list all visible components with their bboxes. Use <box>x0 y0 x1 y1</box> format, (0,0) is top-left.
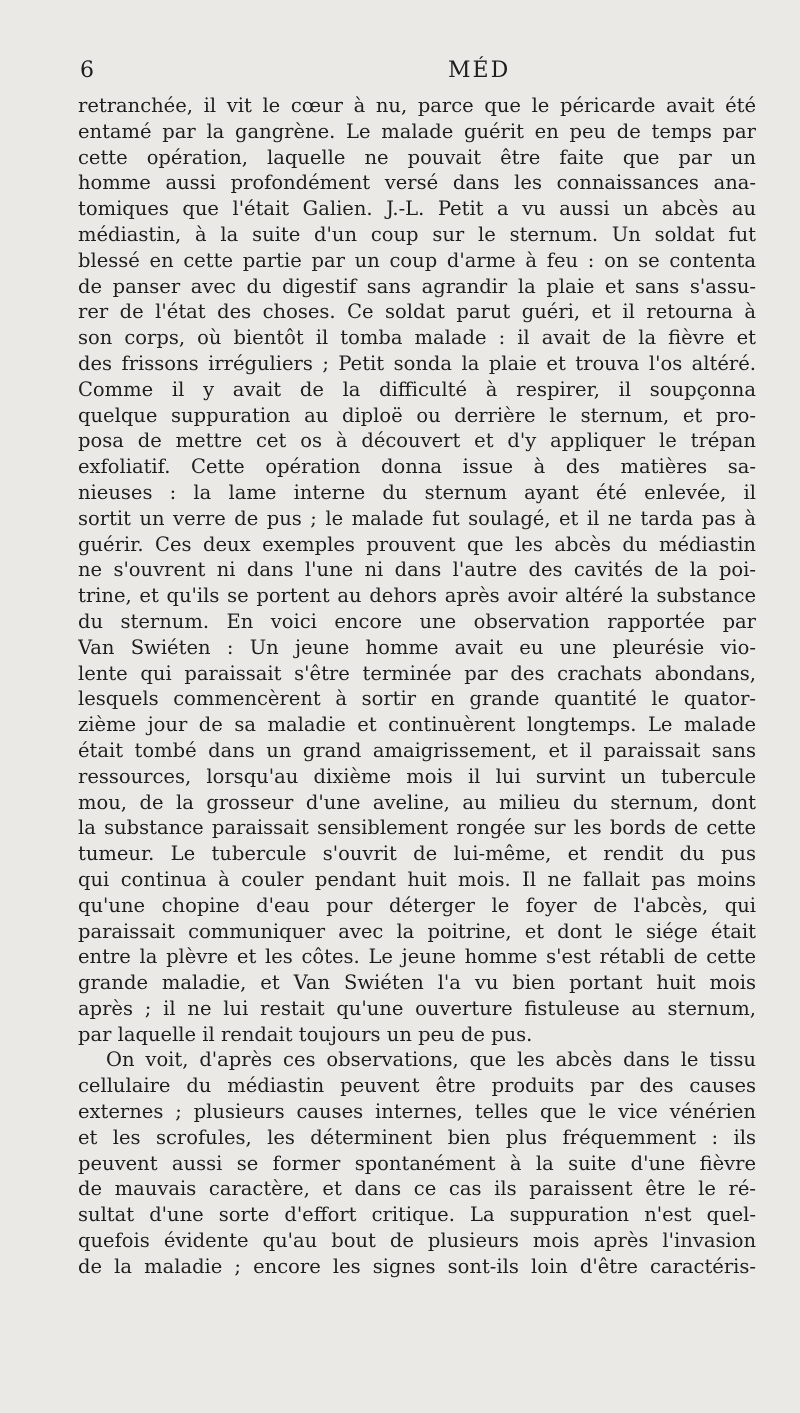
page-header <box>80 58 760 92</box>
text-line: et les scrofules, les déterminent bien plus fréquemment : ils <box>78 1125 756 1149</box>
text-line: retranchée, il vit le cœur à nu, parce que le péricarde avait été <box>78 94 756 117</box>
text-line: externes ; plusieurs causes internes, telles que le vice vénérien <box>78 1100 756 1124</box>
text-line: posa de mettre cet os à découvert et d'y appliquer le trépan <box>78 429 756 453</box>
text-line: son corps, où bientôt il tomba malade : il avait de la fièvre et <box>78 326 756 350</box>
text-line: trine, et qu'ils se portent au dehors après avoir altéré la substance <box>78 584 756 608</box>
running-head: MÉD <box>448 58 511 83</box>
text-line: homme aussi profondément versé dans les connaissances ana- <box>78 171 756 195</box>
text-line: qui continua à couler pendant huit mois. Il ne fallait pas moins <box>78 867 756 891</box>
text-line: la substance paraissait sensiblement rongée sur les bords de cette <box>78 816 756 840</box>
text-line: peuvent aussi se former spontanément à la suite d'une fièvre <box>78 1151 756 1175</box>
text-line: tumeur. Le tubercule s'ouvrit de lui-même, et rendit du pus <box>78 842 756 866</box>
text-line: sultat d'une sorte d'effort critique. La suppuration n'est quel- <box>78 1203 756 1227</box>
text-line: tomiques que l'était Galien. J.-L. Petit a vu aussi un abcès au <box>78 197 756 221</box>
text-line: Comme il y avait de la difficulté à respirer, il soupçonna <box>78 377 756 401</box>
text-line: exfoliatif. Cette opération donna issue à des matières sa- <box>78 455 756 479</box>
text-line: mou, de la grosseur d'une aveline, au milieu du sternum, dont <box>78 790 756 814</box>
text-line: On voit, d'après ces observations, que les abcès dans le tissu <box>106 1048 756 1072</box>
text-line: guérir. Ces deux exemples prouvent que les abcès du médiastin <box>78 532 756 556</box>
text-line: était tombé dans un grand amaigrissement, et il paraissait sans <box>78 738 756 762</box>
text-line: quefois évidente qu'au bout de plusieurs mois après l'invasion <box>78 1229 756 1253</box>
text-line: paraissait communiquer avec la poitrine, et dont le siége était <box>78 919 756 943</box>
text-line: cellulaire du médiastin peuvent être produits par des causes <box>78 1074 756 1098</box>
body-text <box>78 93 756 1280</box>
text-line: rer de l'état des choses. Ce soldat parut guéri, et il retourna à <box>78 300 756 324</box>
page-number: 6 <box>80 58 95 83</box>
text-line: de panser avec du digestif sans agrandir la plaie et sans s'assu- <box>78 274 756 298</box>
text-line: blessé en cette partie par un coup d'arme à feu : on se contenta <box>78 248 756 272</box>
text-line: sortit un verre de pus ; le malade fut soulagé, et il ne tarda pas à <box>78 506 756 530</box>
text-line: médiastin, à la suite d'un coup sur le sternum. Un soldat fut <box>78 222 756 246</box>
text-line: après ; il ne lui restait qu'une ouverture fistuleuse au sternum, <box>78 996 756 1020</box>
text-line: Van Swiéten : Un jeune homme avait eu une pleurésie vio- <box>78 635 756 659</box>
text-line: ressources, lorsqu'au dixième mois il lui survint un tubercule <box>78 764 756 788</box>
text-line: qu'une chopine d'eau pour déterger le foyer de l'abcès, qui <box>78 893 756 917</box>
text-line: zième jour de sa maladie et continuèrent longtemps. Le malade <box>78 713 756 737</box>
text-line: lente qui paraissait s'être terminée par des crachats abondans, <box>78 661 756 685</box>
text-line: du sternum. En voici encore une observation rapportée par <box>78 609 756 633</box>
text-line: nieuses : la lame interne du sternum ayant été enlevée, il <box>78 480 756 504</box>
text-line: grande maladie, et Van Swiéten l'a vu bien portant huit mois <box>78 971 756 995</box>
text-line: lesquels commencèrent à sortir en grande quantité le quator- <box>78 687 756 711</box>
text-line: par laquelle il rendait toujours un peu de pus. <box>78 1022 533 1046</box>
text-line: de la maladie ; encore les signes sont-ils loin d'être caractéris- <box>78 1254 756 1278</box>
text-line: entre la plèvre et les côtes. Le jeune homme s'est rétabli de cette <box>78 945 756 969</box>
text-line: entamé par la gangrène. Le malade guérit en peu de temps par <box>78 119 756 143</box>
text-line: cette opération, laquelle ne pouvait être faite que par un <box>78 145 756 169</box>
text-line: quelque suppuration au diploë ou derrière le sternum, et pro- <box>78 403 756 427</box>
text-line: ne s'ouvrent ni dans l'une ni dans l'autre des cavités de la poi- <box>78 558 756 582</box>
text-line: de mauvais caractère, et dans ce cas ils paraissent être le ré- <box>78 1177 756 1201</box>
text-line: des frissons irréguliers ; Petit sonda la plaie et trouva l'os altéré. <box>78 351 756 375</box>
